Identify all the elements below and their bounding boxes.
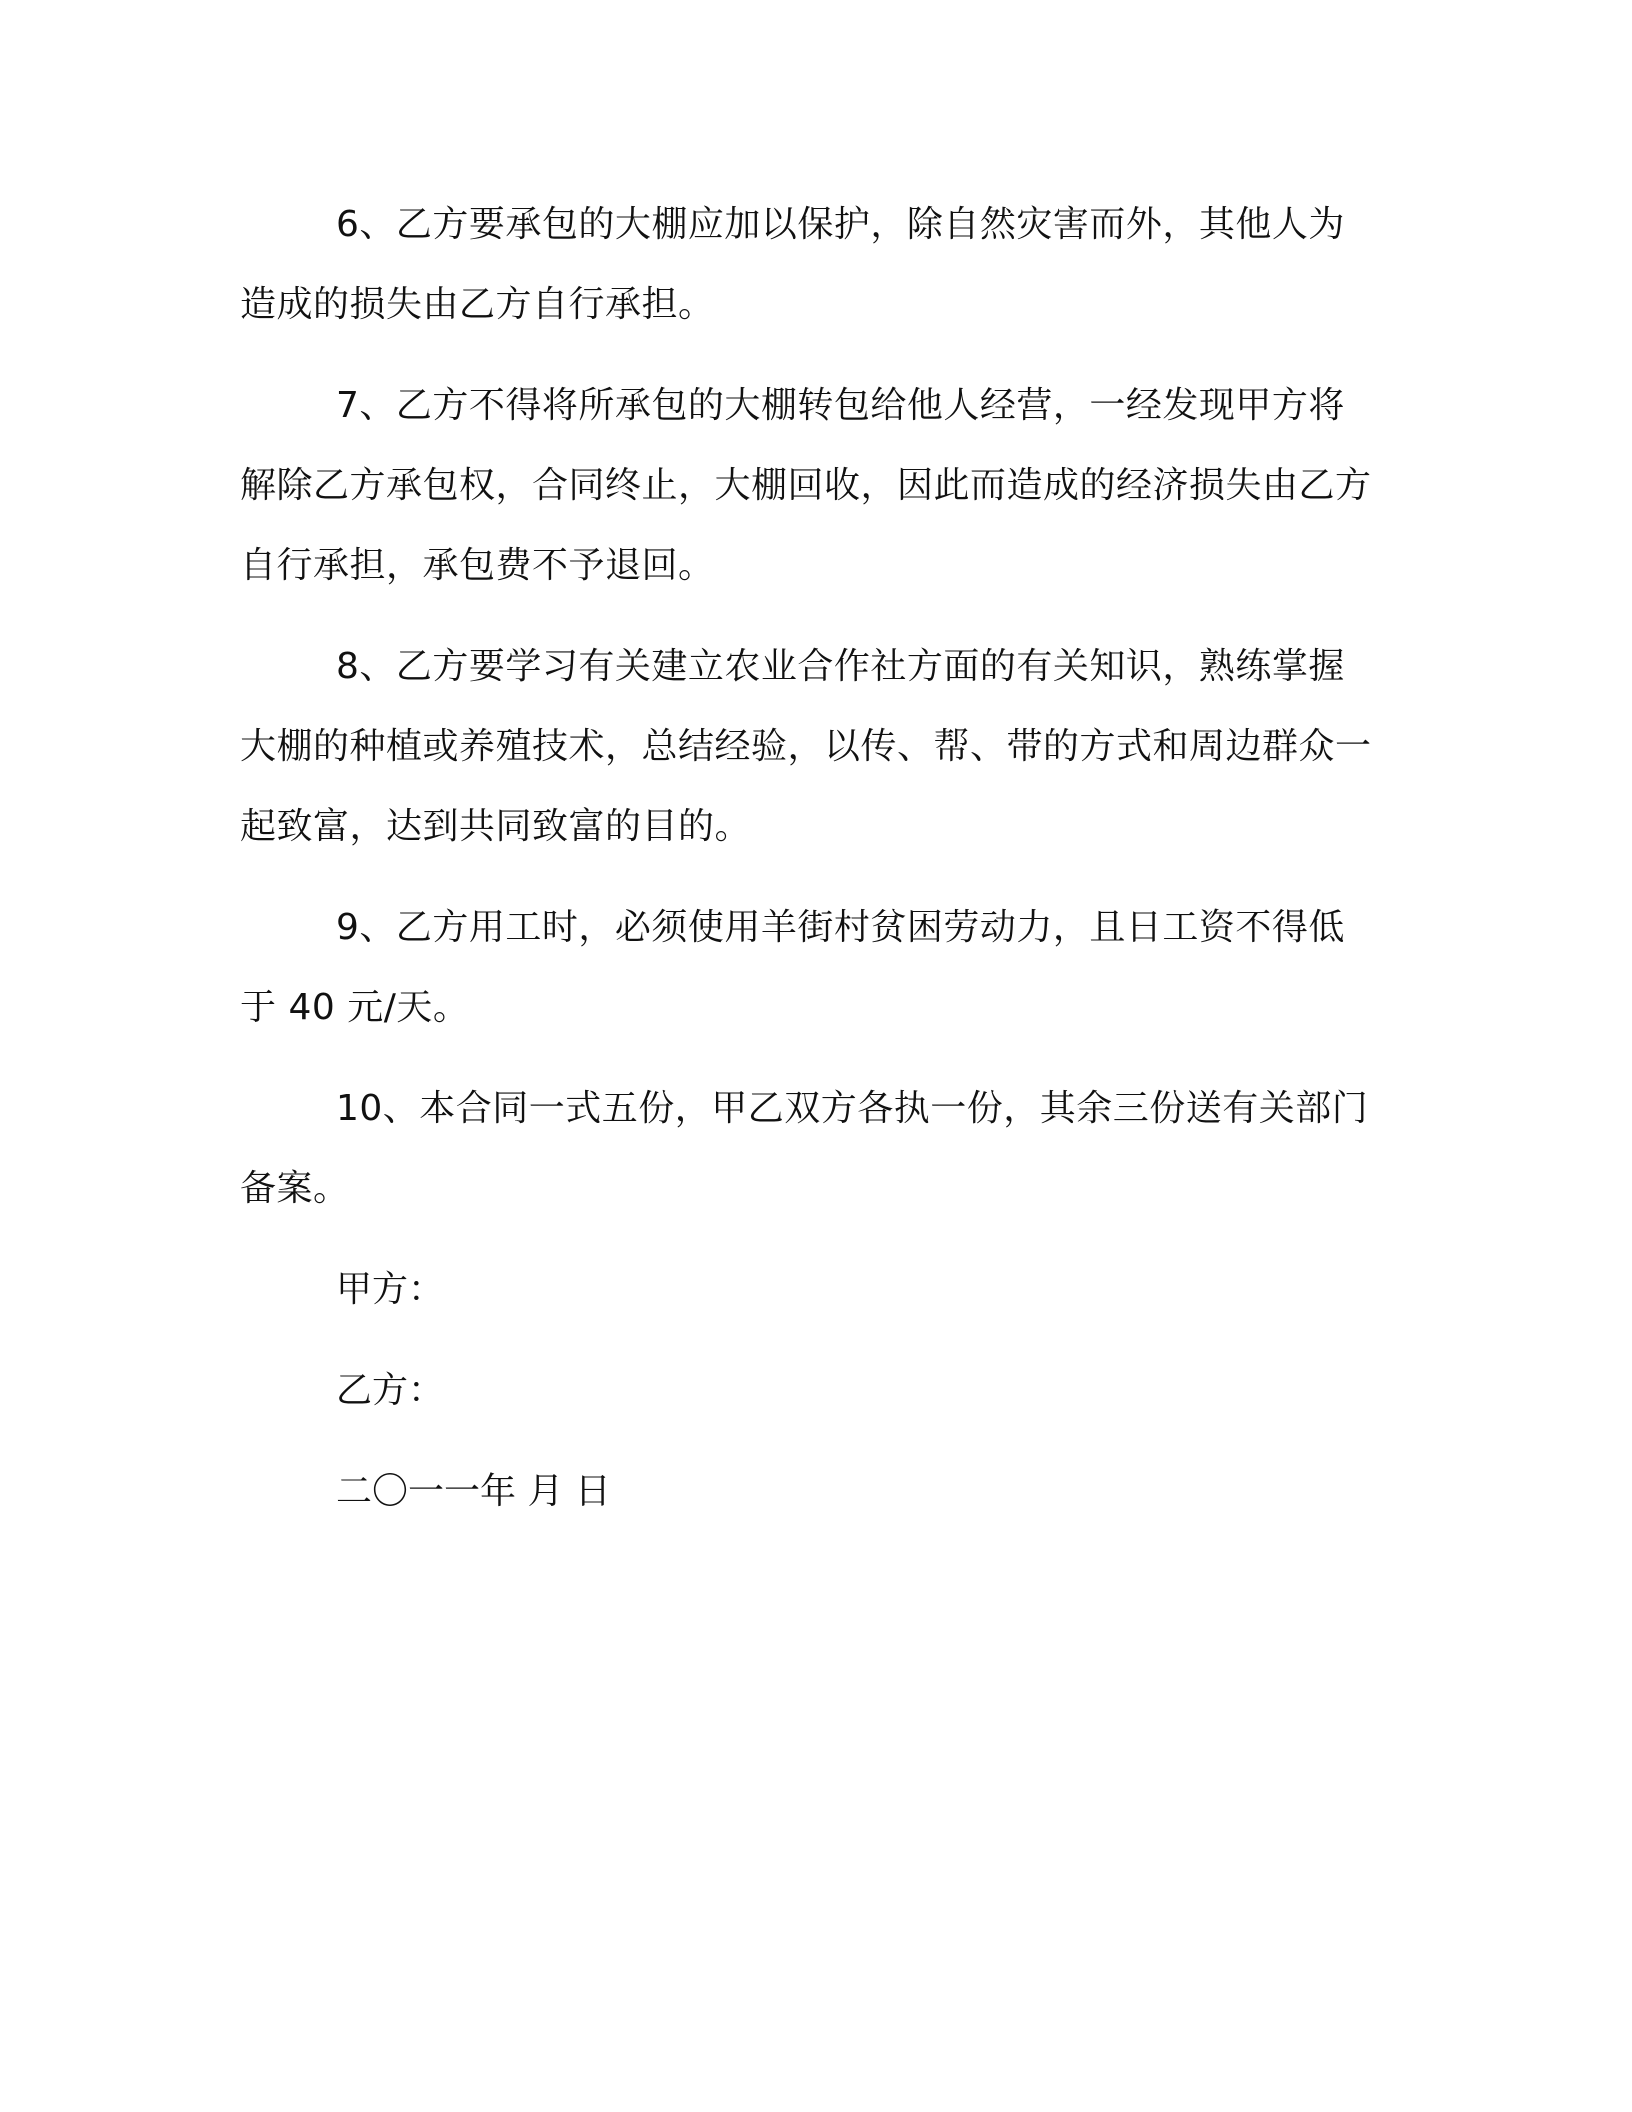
party-b-signature: 乙方： [336, 1370, 445, 1411]
clause-7: 7、乙方不得将所承包的大棚转包给他人经营，一经发现甲方将解除乙方承包权，合同终止，大棚回收，因此而造成的经济损失由乙方自行承担，承包费不予退回。 [240, 385, 1372, 586]
clause-9: 9、乙方用工时，必须使用羊街村贫困劳动力，且日工资不得低于 40 元/天。 [240, 907, 1345, 1028]
document-page [240, 185, 1380, 1553]
clause-8: 8、乙方要学习有关建立农业合作社方面的有关知识，熟练掌握大棚的种植或养殖技术，总结经验，以传、帮、带的方式和周边群众一起致富，达到共同致富的目的。 [240, 646, 1372, 847]
clause-10: 10、本合同一式五份，甲乙双方各执一份，其余三份送有关部门备案。 [240, 1088, 1369, 1209]
signature-date: 二〇一一年 月 日 [336, 1471, 611, 1512]
party-a-signature: 甲方： [336, 1269, 445, 1310]
clause-6: 6、乙方要承包的大棚应加以保护，除自然灾害而外，其他人为造成的损失由乙方自行承担。 [240, 204, 1345, 325]
